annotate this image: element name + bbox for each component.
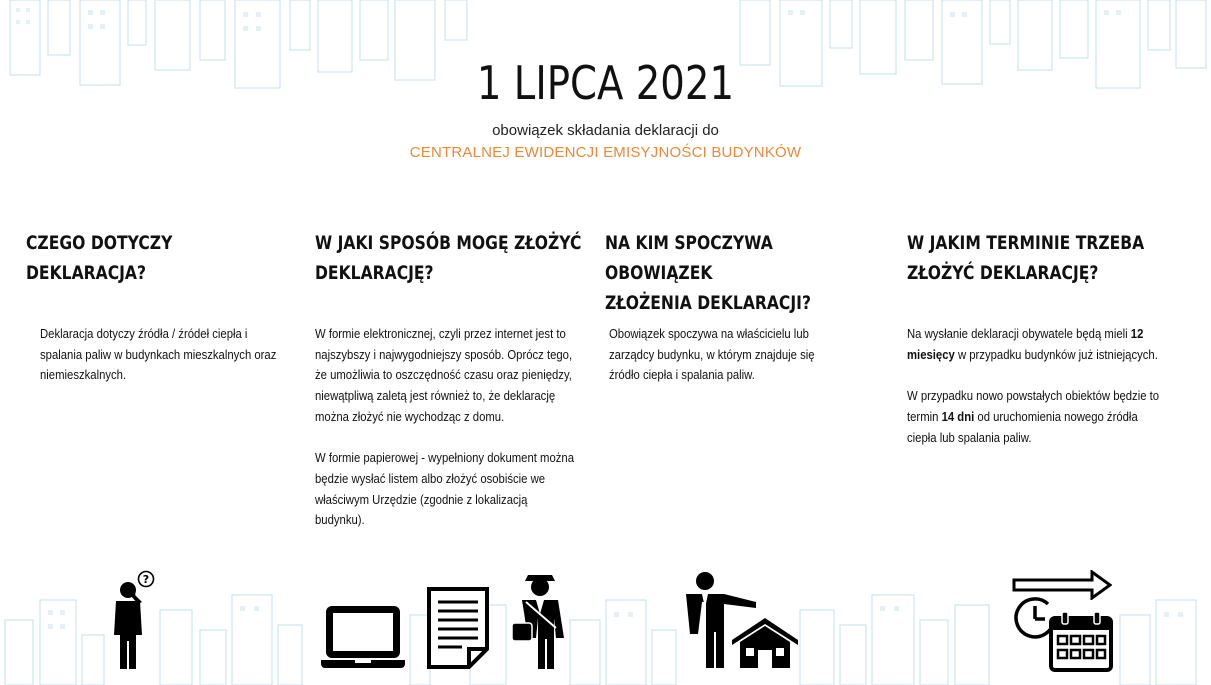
column-body: [609, 324, 844, 407]
laptop-icon: [321, 604, 405, 670]
paragraph: Obowiązek spoczywa na właścicielu lub zarządcy budynku, w którym znajduje się źródło ciepła i spalania paliw.: [609, 326, 815, 383]
page-subtitle: obowiązek składania deklaracji do: [492, 122, 719, 139]
column-body: [40, 324, 284, 407]
svg-text:?: ?: [142, 573, 150, 586]
registry-name-highlight: CENTRALNEJ EWIDENCJI EMISYJNOŚCI BUDYNKÓW: [409, 144, 802, 161]
column-heading: W JAKI SPOSÓB MOGĘ ZŁOŻYĆ DEKLARACJĘ?: [315, 232, 582, 284]
column-heading: NA KIM SPOCZYWA OBOWIĄZEK ZŁOŻENIA DEKLARACJI?: [605, 232, 812, 314]
column-heading: W JAKIM TERMINIE TRZEBA ZŁOŻYĆ DEKLARACJĘ?: [907, 232, 1145, 284]
paragraph: Deklaracja dotyczy źródła / źródeł ciepła i spalania paliw w budynkach mieszkalnych oraz niemieszkalnych.: [40, 326, 277, 383]
thinking-person-question-icon: [108, 570, 158, 670]
calendar-icon: [1048, 612, 1114, 672]
postman-icon: [512, 567, 568, 671]
house-icon: [730, 616, 800, 670]
column-body: [315, 324, 576, 552]
column-how: [315, 228, 645, 528]
column-body: [907, 324, 1168, 469]
column-who: [605, 228, 935, 383]
paragraph-electronic: W formie elektronicznej, czyli przez internet jest to najszybszy i najwygodniejszy sposób. Oprócz tego, że umożliwia to oszczędność czasu oraz pieniędzy, niewątpliwą zaletą jest również to, że deklarację można złożyć nie wychodząc z domu.: [315, 326, 573, 424]
page-title: 1 LIPCA 2021: [476, 56, 735, 110]
column-heading: CZEGO DOTYCZY DEKLARACJA?: [26, 232, 173, 284]
header: [0, 52, 1211, 164]
paragraph-existing: Na wysłanie deklaracji obywatele będą mieli 12 miesięcy w przypadku budynków już istniejących.: [907, 326, 1158, 362]
paragraph-paper: W formie papierowej - wypełniony dokument można będzie wysłać listem albo złożyć osobiście we właściwym Urzędzie (zgodnie z lokalizacją budynku).: [315, 450, 574, 528]
document-icon: [426, 586, 490, 670]
column-what: [26, 228, 356, 383]
paragraph-new: W przypadku nowo powstałych obiektów będzie to termin 14 dni od uruchomienia nowego źródła ciepła lub spalania paliw.: [907, 388, 1160, 445]
column-when: [907, 228, 1211, 445]
